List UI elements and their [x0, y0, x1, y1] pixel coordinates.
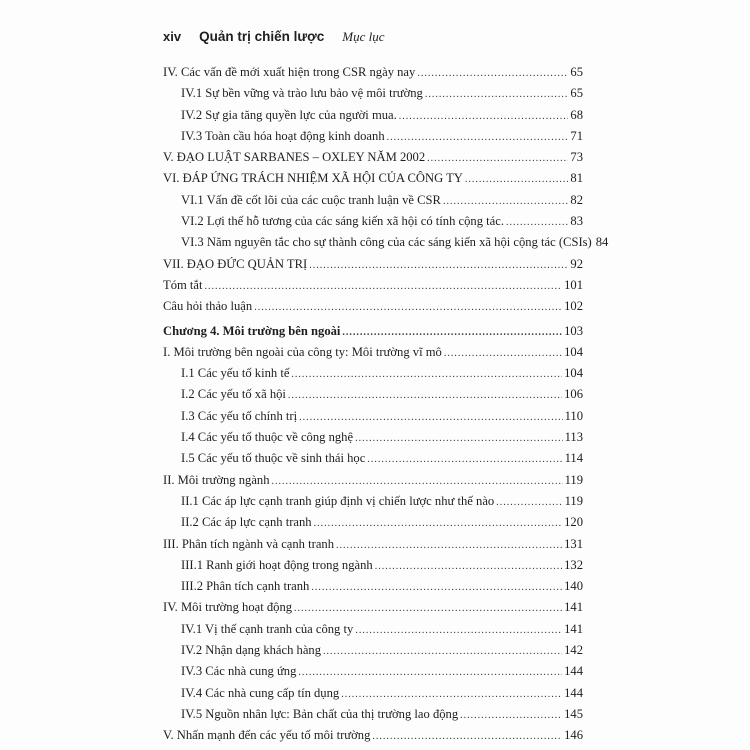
toc-entry-page: 131: [564, 536, 583, 551]
toc-entry-page: 146: [564, 728, 583, 743]
toc-entry-title: V. Nhấn mạnh đến các yếu tố môi trường: [163, 728, 371, 743]
toc-entry: [163, 278, 583, 299]
dot-leader: [465, 174, 569, 185]
toc-entry-title: IV.4 Các nhà cung cấp tín dụng: [181, 685, 340, 700]
toc-entry: [163, 324, 583, 345]
toc-entry-page: 119: [564, 493, 583, 508]
toc-entry: [163, 214, 583, 235]
toc-entry-title: I.4 Các yếu tố thuộc về công nghệ: [181, 430, 354, 445]
toc-entry: [163, 728, 583, 749]
toc-entry-page: 83: [570, 214, 583, 229]
toc-entry: [163, 558, 583, 579]
toc-entry: [163, 430, 583, 451]
toc-entry-title: II. Môi trường ngành: [163, 472, 270, 487]
toc-entry: [163, 299, 583, 320]
toc-entry-page: 65: [570, 65, 583, 79]
toc-entry-title: IV.1 Vị thế cạnh tranh của công ty: [181, 621, 354, 636]
toc-entry-page: 120: [564, 515, 583, 530]
toc-entry-title: III. Phân tích ngành và cạnh tranh: [163, 536, 335, 551]
toc-entry-title: Câu hỏi thảo luận: [163, 299, 253, 314]
toc-entry-title: VI. ĐÁP ỨNG TRÁCH NHIỆM XÃ HỘI CỦA CÔNG TY: [163, 171, 463, 186]
toc-entry: [163, 387, 583, 408]
toc-entry-page: 132: [564, 557, 583, 572]
toc-entry-title: III.2 Phân tích cạnh tranh: [181, 579, 310, 594]
dot-leader: [298, 667, 562, 678]
toc-entry-title: IV.2 Nhận dạng khách hàng: [181, 643, 322, 658]
toc-entry: [163, 150, 583, 171]
dot-leader: [372, 731, 562, 742]
toc-entry-title: I.3 Các yếu tố chính trị: [181, 408, 298, 423]
toc-entry: [163, 600, 583, 621]
toc-entry: [163, 65, 583, 86]
toc-entry-page: 84: [595, 235, 609, 250]
toc-entry-page: 104: [564, 344, 583, 359]
toc-entry-title: V. ĐẠO LUẬT SARBANES – OXLEY NĂM 2002: [163, 150, 426, 165]
toc-entry: [163, 473, 583, 494]
toc-entry-title: II.1 Các áp lực cạnh tranh giúp định vị chiến lược như thế nào: [181, 493, 495, 508]
toc-entry-page: 71: [570, 128, 583, 143]
dot-leader: [425, 89, 569, 100]
dot-leader: [291, 369, 562, 380]
toc-entry-title: VI.2 Lợi thế hỗ tương của các sáng kiến xã hội có tính cộng tác.: [181, 214, 504, 229]
toc-entry-title: I. Môi trường bên ngoài của công ty: Môi trường vĩ mô: [163, 344, 442, 359]
toc-entry: [163, 515, 583, 536]
dot-leader: [254, 302, 562, 313]
dot-leader: [399, 111, 569, 122]
toc-entry: [163, 451, 583, 472]
section-title: Mục lục: [342, 29, 385, 44]
toc-entry: [163, 409, 583, 430]
toc-entry: [163, 622, 583, 643]
toc-entry-page: 92: [570, 256, 583, 271]
toc-entry-title: VI.1 Vấn đề cốt lõi của các cuộc tranh luận về CSR: [181, 192, 441, 207]
toc-entry: [163, 345, 583, 366]
dot-leader: [288, 390, 562, 401]
toc-entry-page: 144: [564, 685, 583, 700]
toc-entry-page: 81: [570, 171, 583, 186]
toc-entry-title: IV. Môi trường hoạt động: [163, 600, 293, 615]
toc-entry-page: 101: [564, 277, 583, 292]
dot-leader: [205, 281, 563, 292]
toc-entry: [163, 664, 583, 685]
dot-leader: [341, 689, 562, 700]
toc-entry: [163, 257, 583, 278]
toc-entry: [163, 129, 583, 150]
dot-leader: [444, 348, 562, 359]
toc-entry: [163, 643, 583, 664]
dot-leader: [342, 327, 562, 338]
dot-leader: [311, 582, 562, 593]
toc-entry-title: IV.2 Sự gia tăng quyền lực của người mua.: [181, 107, 397, 122]
toc-entry-title: II.2 Các áp lực cạnh tranh: [181, 515, 312, 530]
toc-entry-page: 65: [570, 86, 583, 101]
toc-entry-page: 102: [564, 299, 583, 314]
toc-entry-page: 144: [564, 664, 583, 679]
toc-entry: [163, 537, 583, 558]
toc-entry-page: 141: [564, 600, 583, 615]
dot-leader: [294, 603, 562, 614]
toc-entry-title: IV.3 Các nhà cung ứng: [181, 664, 297, 679]
toc-entry: [163, 86, 583, 107]
dot-leader: [314, 518, 563, 529]
page-header: [163, 29, 384, 45]
toc-entry: [163, 193, 583, 214]
toc-entry-title: IV. Các vấn đề mới xuất hiện trong CSR ngày nay: [163, 65, 416, 79]
dot-leader: [367, 454, 562, 465]
toc-entry-title: I.5 Các yếu tố thuộc về sinh thái học: [181, 451, 366, 466]
toc-entry: [163, 707, 583, 728]
toc-entry-title: Chương 4. Môi trường bên ngoài: [163, 323, 341, 338]
dot-leader: [427, 153, 568, 164]
dot-leader: [460, 710, 562, 721]
dot-leader: [272, 476, 563, 487]
toc-entry: [163, 171, 583, 192]
toc-entry-page: 114: [564, 451, 583, 466]
toc-entry-page: 142: [564, 643, 583, 658]
toc-entry-title: I.2 Các yếu tố xã hội: [181, 387, 286, 402]
toc-entry-title: IV.1 Sự bền vững và trào lưu bảo vệ môi trường: [181, 86, 423, 101]
toc-entry-page: 82: [570, 192, 583, 207]
book-title: Quản trị chiến lược: [199, 29, 325, 44]
toc-entry-page: 145: [564, 706, 583, 721]
toc-entry-page: 103: [564, 323, 583, 338]
dot-leader: [309, 260, 568, 271]
table-of-contents: [163, 65, 609, 750]
dot-leader: [323, 646, 562, 657]
toc-entry-title: I.1 Các yếu tố kinh tế: [181, 366, 290, 381]
toc-entry-page: 141: [564, 621, 583, 636]
dot-leader: [506, 217, 568, 228]
toc-entry: [163, 366, 583, 387]
toc-entry-page: 68: [570, 107, 583, 122]
dot-leader: [355, 625, 562, 636]
dot-leader: [417, 68, 568, 79]
toc-entry-page: 140: [564, 579, 583, 594]
toc-entry-title: IV.3 Toàn cầu hóa hoạt động kinh doanh: [181, 128, 385, 143]
dot-leader: [496, 497, 562, 508]
toc-entry: [163, 686, 583, 707]
toc-entry-page: 119: [564, 472, 583, 487]
toc-entry-title: Tóm tắt: [163, 277, 203, 292]
dot-leader: [355, 433, 562, 444]
dot-leader: [375, 561, 562, 572]
dot-leader: [299, 412, 562, 423]
toc-entry: [163, 579, 583, 600]
toc-entry-title: VII. ĐẠO ĐỨC QUẢN TRỊ: [163, 256, 308, 271]
toc-entry: [163, 235, 609, 256]
dot-leader: [443, 196, 568, 207]
page-number: xiv: [163, 29, 182, 44]
toc-entry-page: 113: [564, 430, 583, 445]
toc-entry-title: III.1 Ranh giới hoạt động trong ngành: [181, 557, 373, 572]
toc-entry-page: 73: [570, 150, 583, 165]
toc-entry-title: VI.3 Năm nguyên tắc cho sự thành công của các sáng kiến xã hội cộng tác (CSIs): [181, 235, 592, 250]
dot-leader: [387, 132, 569, 143]
toc-entry: [163, 494, 583, 515]
toc-entry-page: 110: [564, 408, 583, 423]
toc-entry-page: 106: [564, 387, 583, 402]
toc-entry-title: IV.5 Nguồn nhân lực: Bản chất của thị trường lao động: [181, 706, 459, 721]
toc-entry-page: 104: [564, 366, 583, 381]
dot-leader: [336, 540, 562, 551]
toc-entry: [163, 108, 583, 129]
